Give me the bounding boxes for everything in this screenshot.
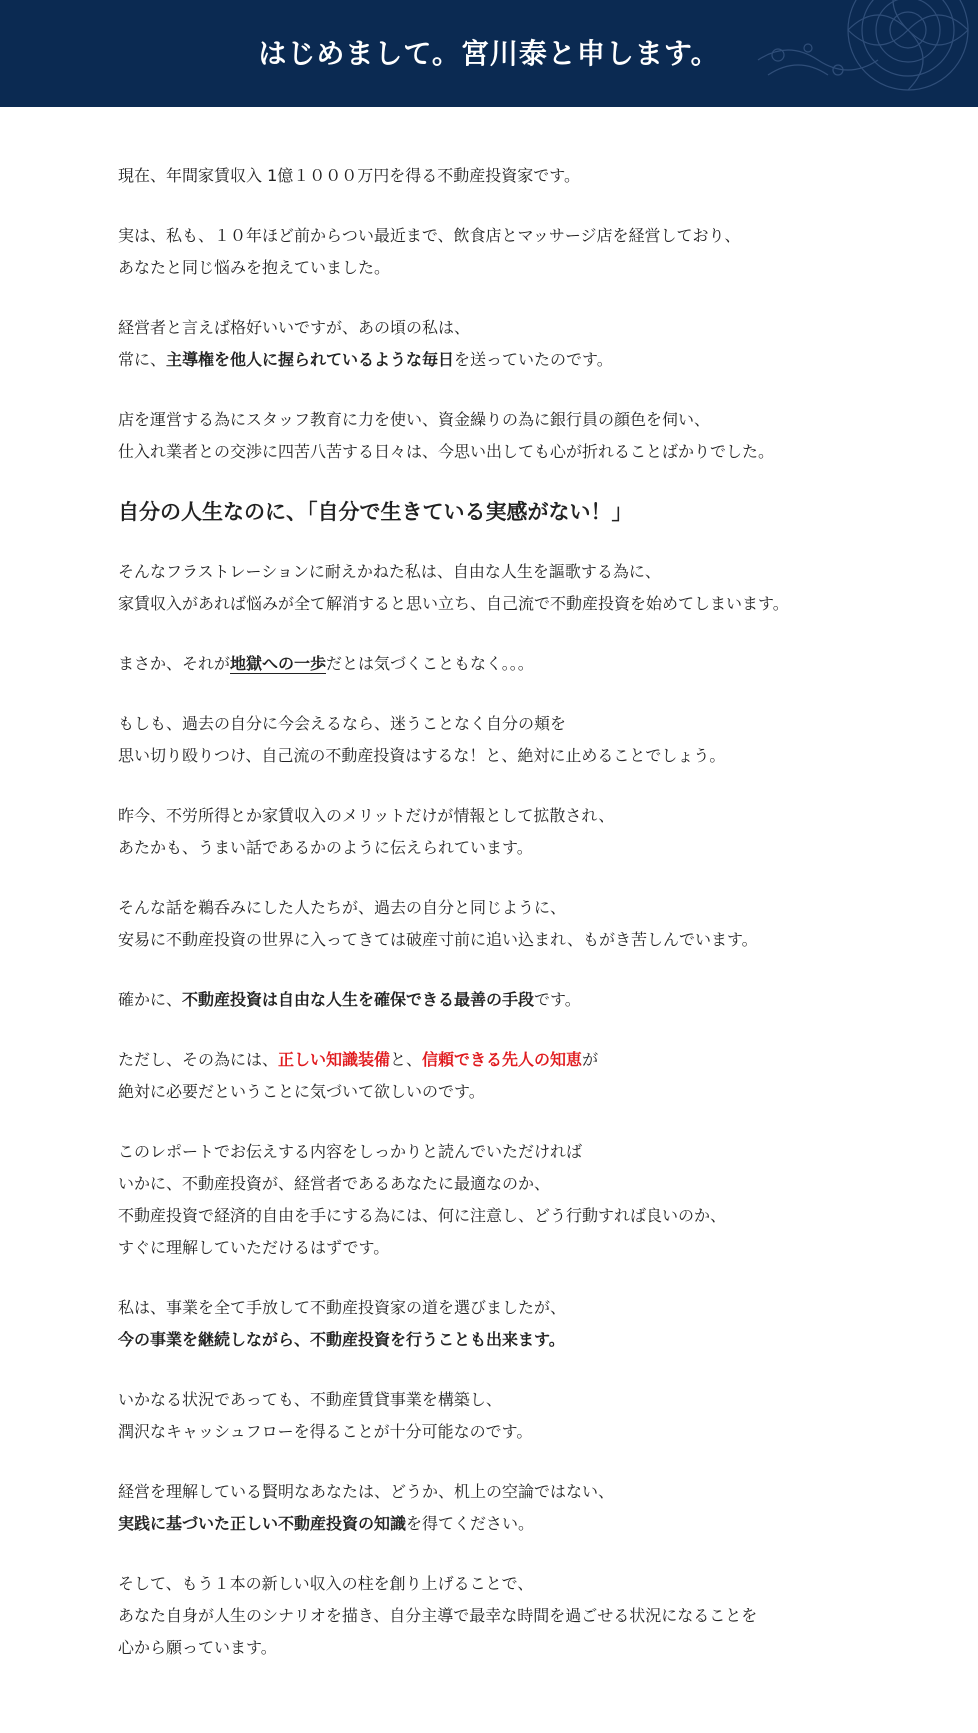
- text-line: 昨今、不労所得とか家賃収入のメリットだけが情報として拡散され、: [118, 806, 615, 825]
- bold-emphasis: 主導権を他人に握られているような毎日: [166, 350, 455, 369]
- text-line: [118, 1508, 878, 1540]
- text-line: 心から願っています。: [118, 1638, 277, 1657]
- text-line: 絶対に必要だということに気づいて欲しいのです。: [118, 1082, 485, 1101]
- paragraph-frustration: [118, 556, 878, 620]
- text-line: 仕入れ業者との交渉に四苦八苦する日々は、今思い出しても心が折れることばかりでした。: [118, 442, 775, 461]
- paragraph-closing: [118, 1568, 878, 1664]
- paragraph-warning: [118, 892, 878, 956]
- text-line: 不動産投資で経済的自由を手にする為には、何に注意し、どう行動すれば良いのか、: [118, 1206, 727, 1225]
- section-heading: 自分の人生なのに、「自分で生きている実感がない！」: [118, 500, 633, 524]
- paragraph-report: [118, 1136, 878, 1264]
- text-fragment: 常に、: [118, 350, 167, 369]
- text-line: もしも、過去の自分に今会えるなら、迷うことなく自分の頬を: [118, 714, 567, 733]
- paragraph-struggle: [118, 404, 878, 468]
- paragraph-knowledge: [118, 1476, 878, 1540]
- text-fragment: ただし、その為には、: [118, 1050, 279, 1069]
- paragraph-past: [118, 312, 878, 376]
- text-fragment: を得てください。: [406, 1514, 535, 1533]
- text-line: 現在、年間家賃収入 1億１０００万円を得る不動産投資家です。: [118, 166, 580, 185]
- bold-emphasis: 不動産投資は自由な人生を確保できる最善の手段: [182, 990, 535, 1009]
- text-line: すぐに理解していただけるはずです。: [118, 1238, 390, 1257]
- underlined-emphasis: 地獄への一歩: [230, 654, 327, 673]
- text-line: 経営者と言えば格好いいですが、あの頃の私は、: [118, 318, 471, 337]
- paragraph-choice: [118, 1292, 878, 1356]
- bold-emphasis: 実践に基づいた正しい不動産投資の知識: [118, 1514, 407, 1533]
- bold-emphasis: 今の事業を継続しながら、不動産投資を行うことも出来ます。: [118, 1330, 565, 1349]
- text-fragment: を送っていたのです。: [454, 350, 613, 369]
- text-line: あなたと同じ悩みを抱えていました。: [118, 258, 391, 277]
- paragraph-requirements: [118, 1044, 878, 1108]
- text-line: [118, 344, 878, 376]
- text-line: そして、もう１本の新しい収入の柱を創り上げることで、: [118, 1574, 534, 1593]
- text-line: 経営を理解している賢明なあなたは、どうか、机上の空論ではない、: [118, 1482, 615, 1501]
- text-line: そんな話を鵜呑みにした人たちが、過去の自分と同じように、: [118, 898, 567, 917]
- text-line: 潤沢なキャッシュフローを得ることが十分可能なのです。: [118, 1422, 533, 1441]
- page-header: [0, 0, 978, 107]
- text-line: [118, 1044, 878, 1076]
- text-line: あたかも、うまい話であるかのように伝えられています。: [118, 838, 533, 857]
- text-line: 店を運営する為にスタッフ教育に力を使い、資金繰りの為に銀行員の顔色を伺い、: [118, 410, 711, 429]
- text-line: いかなる状況であっても、不動産賃貸事業を構築し、: [118, 1390, 502, 1409]
- text-line: そんなフラストレーションに耐えかねた私は、自由な人生を謳歌する為に、: [118, 562, 661, 581]
- red-emphasis: 正しい知識装備: [278, 1050, 391, 1069]
- text-line: 家賃収入があれば悩みが全て解消すると思い立ち、自己流で不動産投資を始めてしまいます。: [118, 594, 789, 613]
- text-fragment: 確かに、: [118, 990, 183, 1009]
- text-line: 私は、事業を全て手放して不動産投資家の道を選びましたが、: [118, 1298, 567, 1317]
- paragraph-trend: [118, 800, 878, 864]
- text-line: 思い切り殴りつけ、自己流の不動産投資はするな！と、絶対に止めることでしょう。: [118, 746, 726, 765]
- article-body: [118, 160, 878, 1692]
- text-fragment: が: [582, 1050, 599, 1069]
- paragraph-hell: [118, 648, 878, 680]
- text-line: 安易に不動産投資の世界に入ってきては破産寸前に追い込まれ、もがき苦しんでいます。: [118, 930, 758, 949]
- text-fragment: と、: [390, 1050, 423, 1069]
- paragraph-background: [118, 220, 878, 284]
- paragraph-best-means: [118, 984, 878, 1016]
- text-line: [118, 648, 878, 680]
- text-line: このレポートでお伝えする内容をしっかりと読んでいただければ: [118, 1142, 583, 1161]
- paragraph-cashflow: [118, 1384, 878, 1448]
- text-line: [118, 984, 878, 1016]
- text-line: いかに、不動産投資が、経営者であるあなたに最適なのか、: [118, 1174, 551, 1193]
- text-line: 実は、私も、１０年ほど前からつい最近まで、飲食店とマッサージ店を経営しており、: [118, 226, 741, 245]
- paragraph-regret: [118, 708, 878, 772]
- text-fragment: だとは気づくこともなく。。。: [326, 654, 534, 673]
- red-emphasis: 信頼できる先人の知恵: [422, 1050, 583, 1069]
- text-line: あなた自身が人生のシナリオを描き、自分主導で最幸な時間を過ごせる状況になることを: [118, 1606, 758, 1625]
- text-fragment: です。: [534, 990, 581, 1009]
- paragraph-intro: [118, 160, 878, 192]
- text-fragment: まさか、それが: [118, 654, 231, 673]
- page-title: はじめまして。宮川泰と申します。: [258, 37, 720, 70]
